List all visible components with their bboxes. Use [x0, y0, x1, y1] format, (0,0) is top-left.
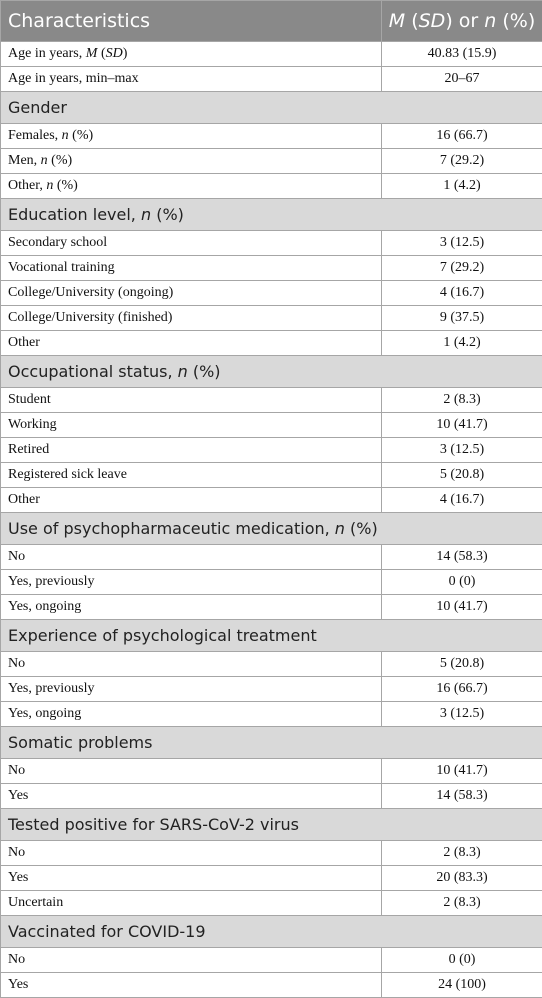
- value-column-header: M (SD) or n (%): [382, 1, 542, 42]
- row-label: No: [1, 759, 382, 784]
- table-row: [1, 973, 542, 998]
- row-label: No: [1, 545, 382, 570]
- section-header-row: [1, 199, 542, 231]
- row-value: 2 (8.3): [382, 841, 542, 866]
- characteristics-header: Characteristics: [1, 1, 382, 42]
- row-label: Vocational training: [1, 256, 382, 281]
- row-value: 10 (41.7): [382, 413, 542, 438]
- section-title: Somatic problems: [1, 727, 542, 759]
- table-row: [1, 702, 542, 727]
- row-label: Uncertain: [1, 891, 382, 916]
- section-header-row: [1, 513, 542, 545]
- table-row: [1, 463, 542, 488]
- row-label: Yes, ongoing: [1, 595, 382, 620]
- row-value: 5 (20.8): [382, 463, 542, 488]
- header-row: [1, 1, 542, 42]
- table-row: [1, 256, 542, 281]
- row-label: Age in years, min–max: [1, 67, 382, 92]
- table-row: [1, 67, 542, 92]
- table-row: [1, 677, 542, 702]
- section-title: Experience of psychological treatment: [1, 620, 542, 652]
- row-label: Yes, previously: [1, 570, 382, 595]
- table-row: [1, 545, 542, 570]
- row-label: College/University (finished): [1, 306, 382, 331]
- row-label: Yes: [1, 784, 382, 809]
- table-row: [1, 570, 542, 595]
- row-label: Yes: [1, 973, 382, 998]
- table-row: [1, 891, 542, 916]
- row-value: 14 (58.3): [382, 784, 542, 809]
- row-value: 10 (41.7): [382, 595, 542, 620]
- table-row: [1, 438, 542, 463]
- row-value: 14 (58.3): [382, 545, 542, 570]
- row-value: 3 (12.5): [382, 702, 542, 727]
- row-value: 10 (41.7): [382, 759, 542, 784]
- row-label: Other, n (%): [1, 174, 382, 199]
- section-header-row: [1, 809, 542, 841]
- row-label: Other: [1, 488, 382, 513]
- row-label: Age in years, M (SD): [1, 42, 382, 67]
- row-value: 2 (8.3): [382, 388, 542, 413]
- section-title: Use of psychopharmaceutic medication, n (%): [1, 513, 542, 545]
- table-row: [1, 174, 542, 199]
- row-value: 40.83 (15.9): [382, 42, 542, 67]
- table-row: [1, 866, 542, 891]
- row-label: Student: [1, 388, 382, 413]
- row-value: 20 (83.3): [382, 866, 542, 891]
- table-row: [1, 488, 542, 513]
- table-row: [1, 388, 542, 413]
- row-label: No: [1, 652, 382, 677]
- row-value: 24 (100): [382, 973, 542, 998]
- section-title: Vaccinated for COVID-19: [1, 916, 542, 948]
- row-label: No: [1, 841, 382, 866]
- row-label: Secondary school: [1, 231, 382, 256]
- row-value: 5 (20.8): [382, 652, 542, 677]
- row-label: Females, n (%): [1, 124, 382, 149]
- section-header-row: [1, 916, 542, 948]
- row-value: 3 (12.5): [382, 438, 542, 463]
- row-value: 7 (29.2): [382, 149, 542, 174]
- section-header-row: [1, 92, 542, 124]
- row-value: 1 (4.2): [382, 174, 542, 199]
- row-label: Registered sick leave: [1, 463, 382, 488]
- row-value: 20–67: [382, 67, 542, 92]
- table-row: [1, 759, 542, 784]
- row-label: Yes, previously: [1, 677, 382, 702]
- row-label: Other: [1, 331, 382, 356]
- table-row: [1, 652, 542, 677]
- row-value: 9 (37.5): [382, 306, 542, 331]
- row-value: 16 (66.7): [382, 124, 542, 149]
- row-label: College/University (ongoing): [1, 281, 382, 306]
- row-label: Yes, ongoing: [1, 702, 382, 727]
- table-row: [1, 281, 542, 306]
- section-title: Gender: [1, 92, 542, 124]
- row-value: 0 (0): [382, 570, 542, 595]
- row-value: 16 (66.7): [382, 677, 542, 702]
- table-row: [1, 413, 542, 438]
- row-value: 1 (4.2): [382, 331, 542, 356]
- table-row: [1, 231, 542, 256]
- row-value: 4 (16.7): [382, 281, 542, 306]
- section-header-row: [1, 356, 542, 388]
- table-row: [1, 595, 542, 620]
- table-row: [1, 42, 542, 67]
- table-row: [1, 331, 542, 356]
- section-header-row: [1, 727, 542, 759]
- section-title: Occupational status, n (%): [1, 356, 542, 388]
- row-value: 2 (8.3): [382, 891, 542, 916]
- section-title: Tested positive for SARS-CoV-2 virus: [1, 809, 542, 841]
- table-row: [1, 149, 542, 174]
- row-label: Working: [1, 413, 382, 438]
- row-label: Yes: [1, 866, 382, 891]
- row-label: Men, n (%): [1, 149, 382, 174]
- table-row: [1, 306, 542, 331]
- table-row: [1, 841, 542, 866]
- row-value: 7 (29.2): [382, 256, 542, 281]
- row-value: 0 (0): [382, 948, 542, 973]
- row-value: 4 (16.7): [382, 488, 542, 513]
- row-label: Retired: [1, 438, 382, 463]
- section-title: Education level, n (%): [1, 199, 542, 231]
- table-row: [1, 784, 542, 809]
- row-value: 3 (12.5): [382, 231, 542, 256]
- row-label: No: [1, 948, 382, 973]
- table-row: [1, 948, 542, 973]
- table-row: [1, 124, 542, 149]
- table-body: [1, 42, 542, 998]
- section-header-row: [1, 620, 542, 652]
